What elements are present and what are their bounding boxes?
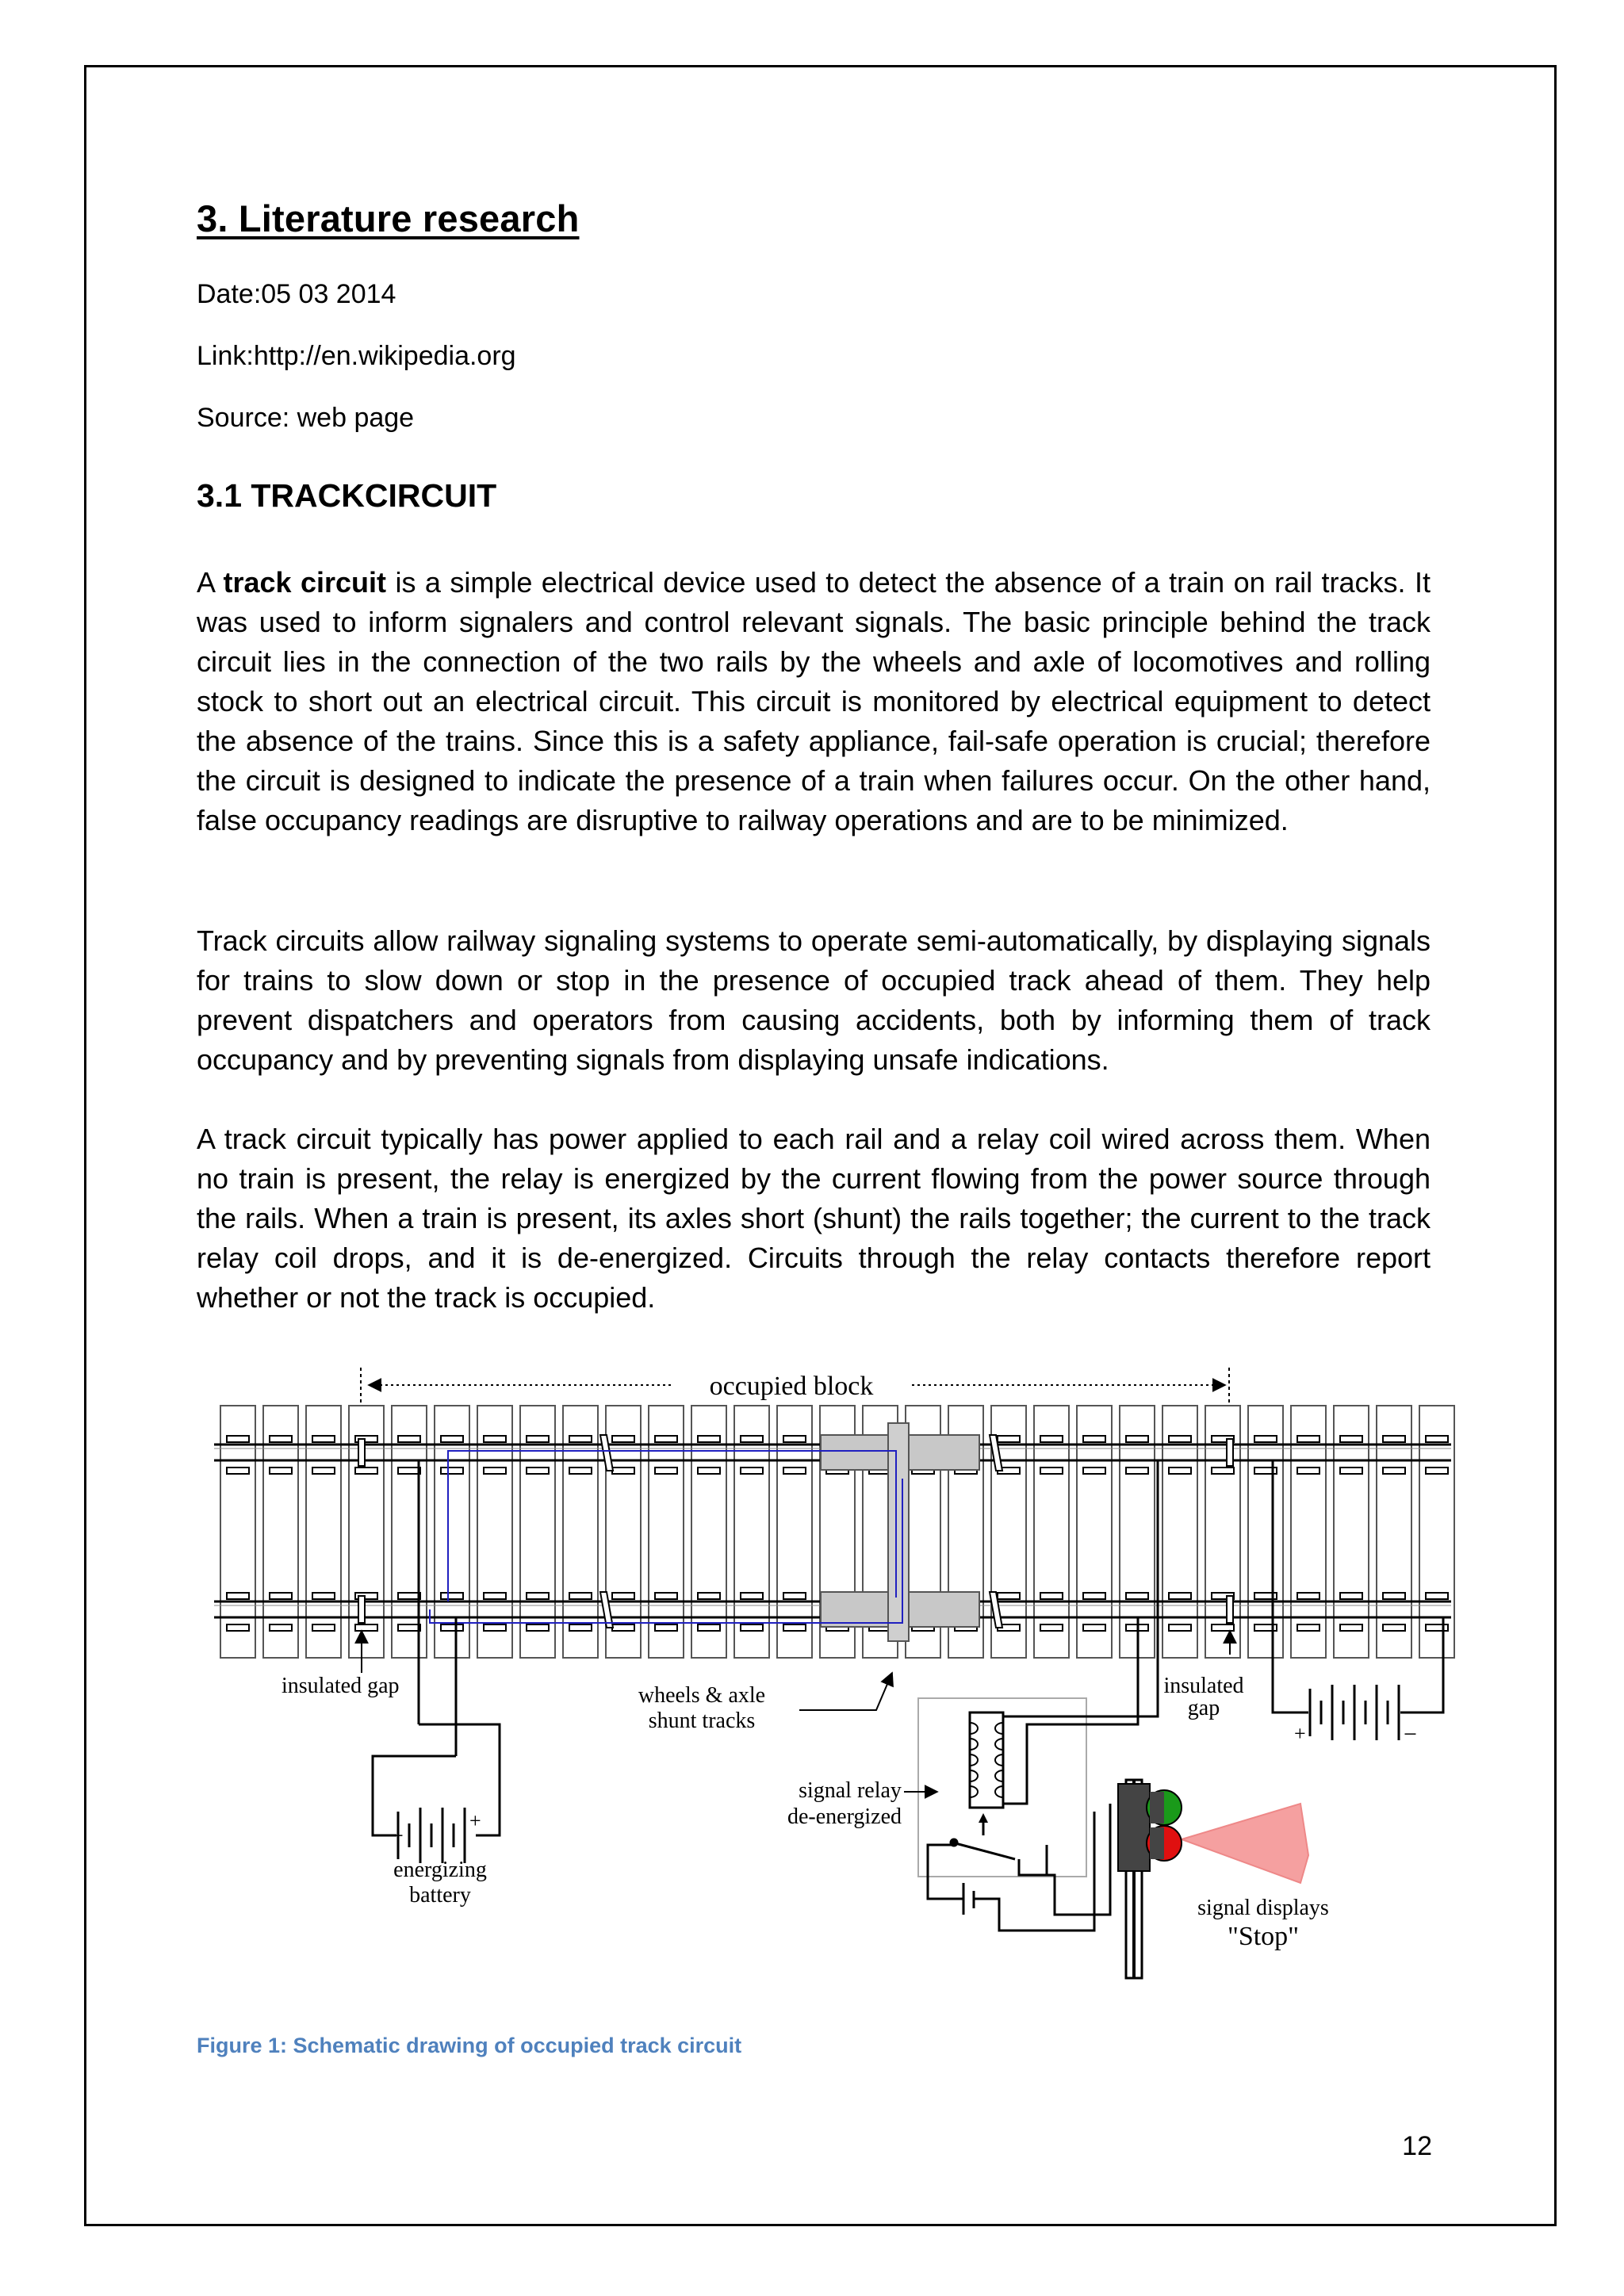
tie-clip xyxy=(441,1436,463,1442)
tie-clip xyxy=(355,1468,377,1474)
tie-clip xyxy=(270,1436,292,1442)
tie-clip xyxy=(1254,1436,1277,1442)
tie-clip xyxy=(612,1436,634,1442)
tie-clip xyxy=(312,1468,335,1474)
tie-clip xyxy=(1297,1468,1320,1474)
tie-clip xyxy=(698,1436,720,1442)
battery-plus: + xyxy=(469,1809,481,1832)
tie-clip xyxy=(1169,1624,1191,1631)
tie-clip xyxy=(527,1624,549,1631)
tie-clip xyxy=(441,1624,463,1631)
relay-label-2: de-energized xyxy=(787,1804,902,1829)
tie-clip xyxy=(569,1624,592,1631)
tie-clip xyxy=(783,1468,806,1474)
figure-caption: Figure 1: Schematic drawing of occupied track circuit xyxy=(197,2034,742,2057)
tie-clip xyxy=(1126,1593,1148,1599)
tie-clip xyxy=(484,1436,506,1442)
tie-clip xyxy=(1126,1468,1148,1474)
tie-clip xyxy=(1383,1624,1405,1631)
stop-light-beam xyxy=(1182,1804,1308,1883)
battery-label-1: energizing xyxy=(393,1858,487,1882)
tie-clip xyxy=(355,1624,377,1631)
tie-clip xyxy=(569,1593,592,1599)
tie-clip xyxy=(270,1624,292,1631)
tie-clip xyxy=(1040,1624,1063,1631)
tie-clip xyxy=(527,1468,549,1474)
tie-clip xyxy=(741,1468,763,1474)
paragraph-1 xyxy=(197,563,1431,840)
insulated-gap-right-label-1: insulated xyxy=(1163,1674,1244,1698)
tie-clip xyxy=(698,1468,720,1474)
meta-source: Source: web page xyxy=(197,403,415,433)
tie-clip xyxy=(270,1468,292,1474)
tie-clip xyxy=(698,1624,720,1631)
tie-clip xyxy=(783,1436,806,1442)
tie-clip xyxy=(655,1624,677,1631)
tie-clip xyxy=(1083,1468,1105,1474)
tie-clip xyxy=(1040,1436,1063,1442)
tie-clip xyxy=(612,1468,634,1474)
wheels-label-1: wheels & axle xyxy=(638,1683,766,1708)
tie-clip xyxy=(312,1436,335,1442)
tie-clip xyxy=(741,1436,763,1442)
tie-clip xyxy=(741,1624,763,1631)
tie-clip xyxy=(441,1468,463,1474)
tie-clip xyxy=(1040,1468,1063,1474)
tie-clip xyxy=(527,1436,549,1442)
paragraph-3: A track circuit typically has power applied to each rail and a relay coil wired across them. When no train is present, the relay is energized by the current flowing from the power source through the rails. When a train is present, its axles short (shunt) the rails together; the current to the track relay coil drops, and it is de-energized. Circuits through the relay contacts therefore report whether or not the track is occupied. xyxy=(197,1123,1431,1314)
tie-clip xyxy=(1169,1468,1191,1474)
tie-clip xyxy=(398,1624,420,1631)
battery-label-2: battery xyxy=(409,1883,471,1908)
paragraph-1-prefix: A xyxy=(197,566,224,599)
tie-clip xyxy=(655,1468,677,1474)
tie-clip xyxy=(1169,1436,1191,1442)
signal-label-2: "Stop" xyxy=(1227,1922,1300,1951)
tie-clip xyxy=(484,1624,506,1631)
tie-clip xyxy=(612,1593,634,1599)
tie-clip xyxy=(1169,1593,1191,1599)
tie-clip xyxy=(1340,1468,1362,1474)
section-title: 3.1 TRACKCIRCUIT xyxy=(197,477,497,514)
tie-clip xyxy=(998,1593,1020,1599)
tie-clip xyxy=(1297,1436,1320,1442)
tie-clip xyxy=(1297,1593,1320,1599)
tie-clip xyxy=(1340,1436,1362,1442)
insulated-gap-left-label: insulated gap xyxy=(282,1674,400,1698)
paragraph-1-bold: track circuit xyxy=(223,566,387,599)
tie-clip xyxy=(1083,1593,1105,1599)
tie-clip xyxy=(484,1468,506,1474)
signal-label-1: signal displays xyxy=(1197,1896,1329,1920)
track-circuit-figure xyxy=(214,1360,1459,1986)
tie-clip xyxy=(1426,1468,1448,1474)
tie-clip xyxy=(741,1593,763,1599)
paragraph-2: Track circuits allow railway signaling systems to operate semi-automatically, by displaying signals for trains to slow down or stop in the presence of occupied track ahead of them. They help prevent dispatchers and operators from causing accidents, both by informing them of track occupancy and by preventing signals from displaying unsafe indications. xyxy=(197,924,1431,1076)
tie-clip xyxy=(1383,1468,1405,1474)
tie-clip xyxy=(783,1624,806,1631)
tie-clip xyxy=(1212,1624,1234,1631)
tie-clip xyxy=(227,1468,249,1474)
tie-clip xyxy=(227,1436,249,1442)
page-heading: 3. Literature research xyxy=(197,197,580,239)
meta-link: Link:http://en.wikipedia.org xyxy=(197,341,516,371)
tie-clip xyxy=(1126,1436,1148,1442)
tie-clip xyxy=(1212,1468,1234,1474)
tie-clip xyxy=(270,1593,292,1599)
tie-clip xyxy=(783,1593,806,1599)
tie-clip xyxy=(312,1624,335,1631)
paragraph-1-rest: is a simple electrical device used to detect the absence of a train on rail tracks. It was used to inform signalers and control relevant signals. The basic principle behind the track circuit lies in the connection of the two rails by the wheels and axle of locomotives and rolling stock to short out an electrical circuit. This circuit is monitored by electrical equipment to detect the absence of the trains. Since this is a safety appliance, fail-safe operation is crucial; therefore the circuit is designed to indicate the presence of a train when failures occur. On the other hand, false occupancy readings are disruptive to railway operations and are to be minimized. xyxy=(197,566,1431,836)
tie-clip xyxy=(612,1624,634,1631)
tie-clip xyxy=(1340,1593,1362,1599)
tie-clip xyxy=(1083,1436,1105,1442)
tie-clip xyxy=(1426,1436,1448,1442)
tie-clip xyxy=(655,1593,677,1599)
tie-clip xyxy=(227,1593,249,1599)
tie-clip xyxy=(655,1436,677,1442)
tie-clip xyxy=(1083,1624,1105,1631)
wheels-label-2: shunt tracks xyxy=(648,1709,756,1733)
tie-clip xyxy=(998,1436,1020,1442)
battery-minus: − xyxy=(390,1823,404,1849)
right-battery-plus: + xyxy=(1294,1722,1306,1745)
tie-clip xyxy=(398,1593,420,1599)
page-number: 12 xyxy=(1402,2131,1432,2161)
tie-clip xyxy=(312,1593,335,1599)
tie-clip xyxy=(1340,1624,1362,1631)
insulated-gap-right-label-2: gap xyxy=(1187,1696,1220,1720)
tie-clip xyxy=(398,1468,420,1474)
relay-label-1: signal relay xyxy=(799,1778,902,1803)
tie-clip xyxy=(569,1436,592,1442)
tie-clip xyxy=(698,1593,720,1599)
tie-clip xyxy=(398,1436,420,1442)
tie-clip xyxy=(484,1593,506,1599)
tie-clip xyxy=(527,1593,549,1599)
tie-clip xyxy=(441,1593,463,1599)
tie-clip xyxy=(1383,1436,1405,1442)
tie-clip xyxy=(1426,1624,1448,1631)
tie-clip xyxy=(1426,1593,1448,1599)
occupied-block-label: occupied block xyxy=(709,1372,874,1401)
tie-clip xyxy=(1297,1624,1320,1631)
tie-clip xyxy=(569,1468,592,1474)
meta-date: Date:05 03 2014 xyxy=(197,279,396,309)
tie-clip xyxy=(1040,1593,1063,1599)
tie-clip xyxy=(227,1624,249,1631)
tie-clip xyxy=(1383,1593,1405,1599)
right-battery-minus: − xyxy=(1404,1721,1417,1747)
